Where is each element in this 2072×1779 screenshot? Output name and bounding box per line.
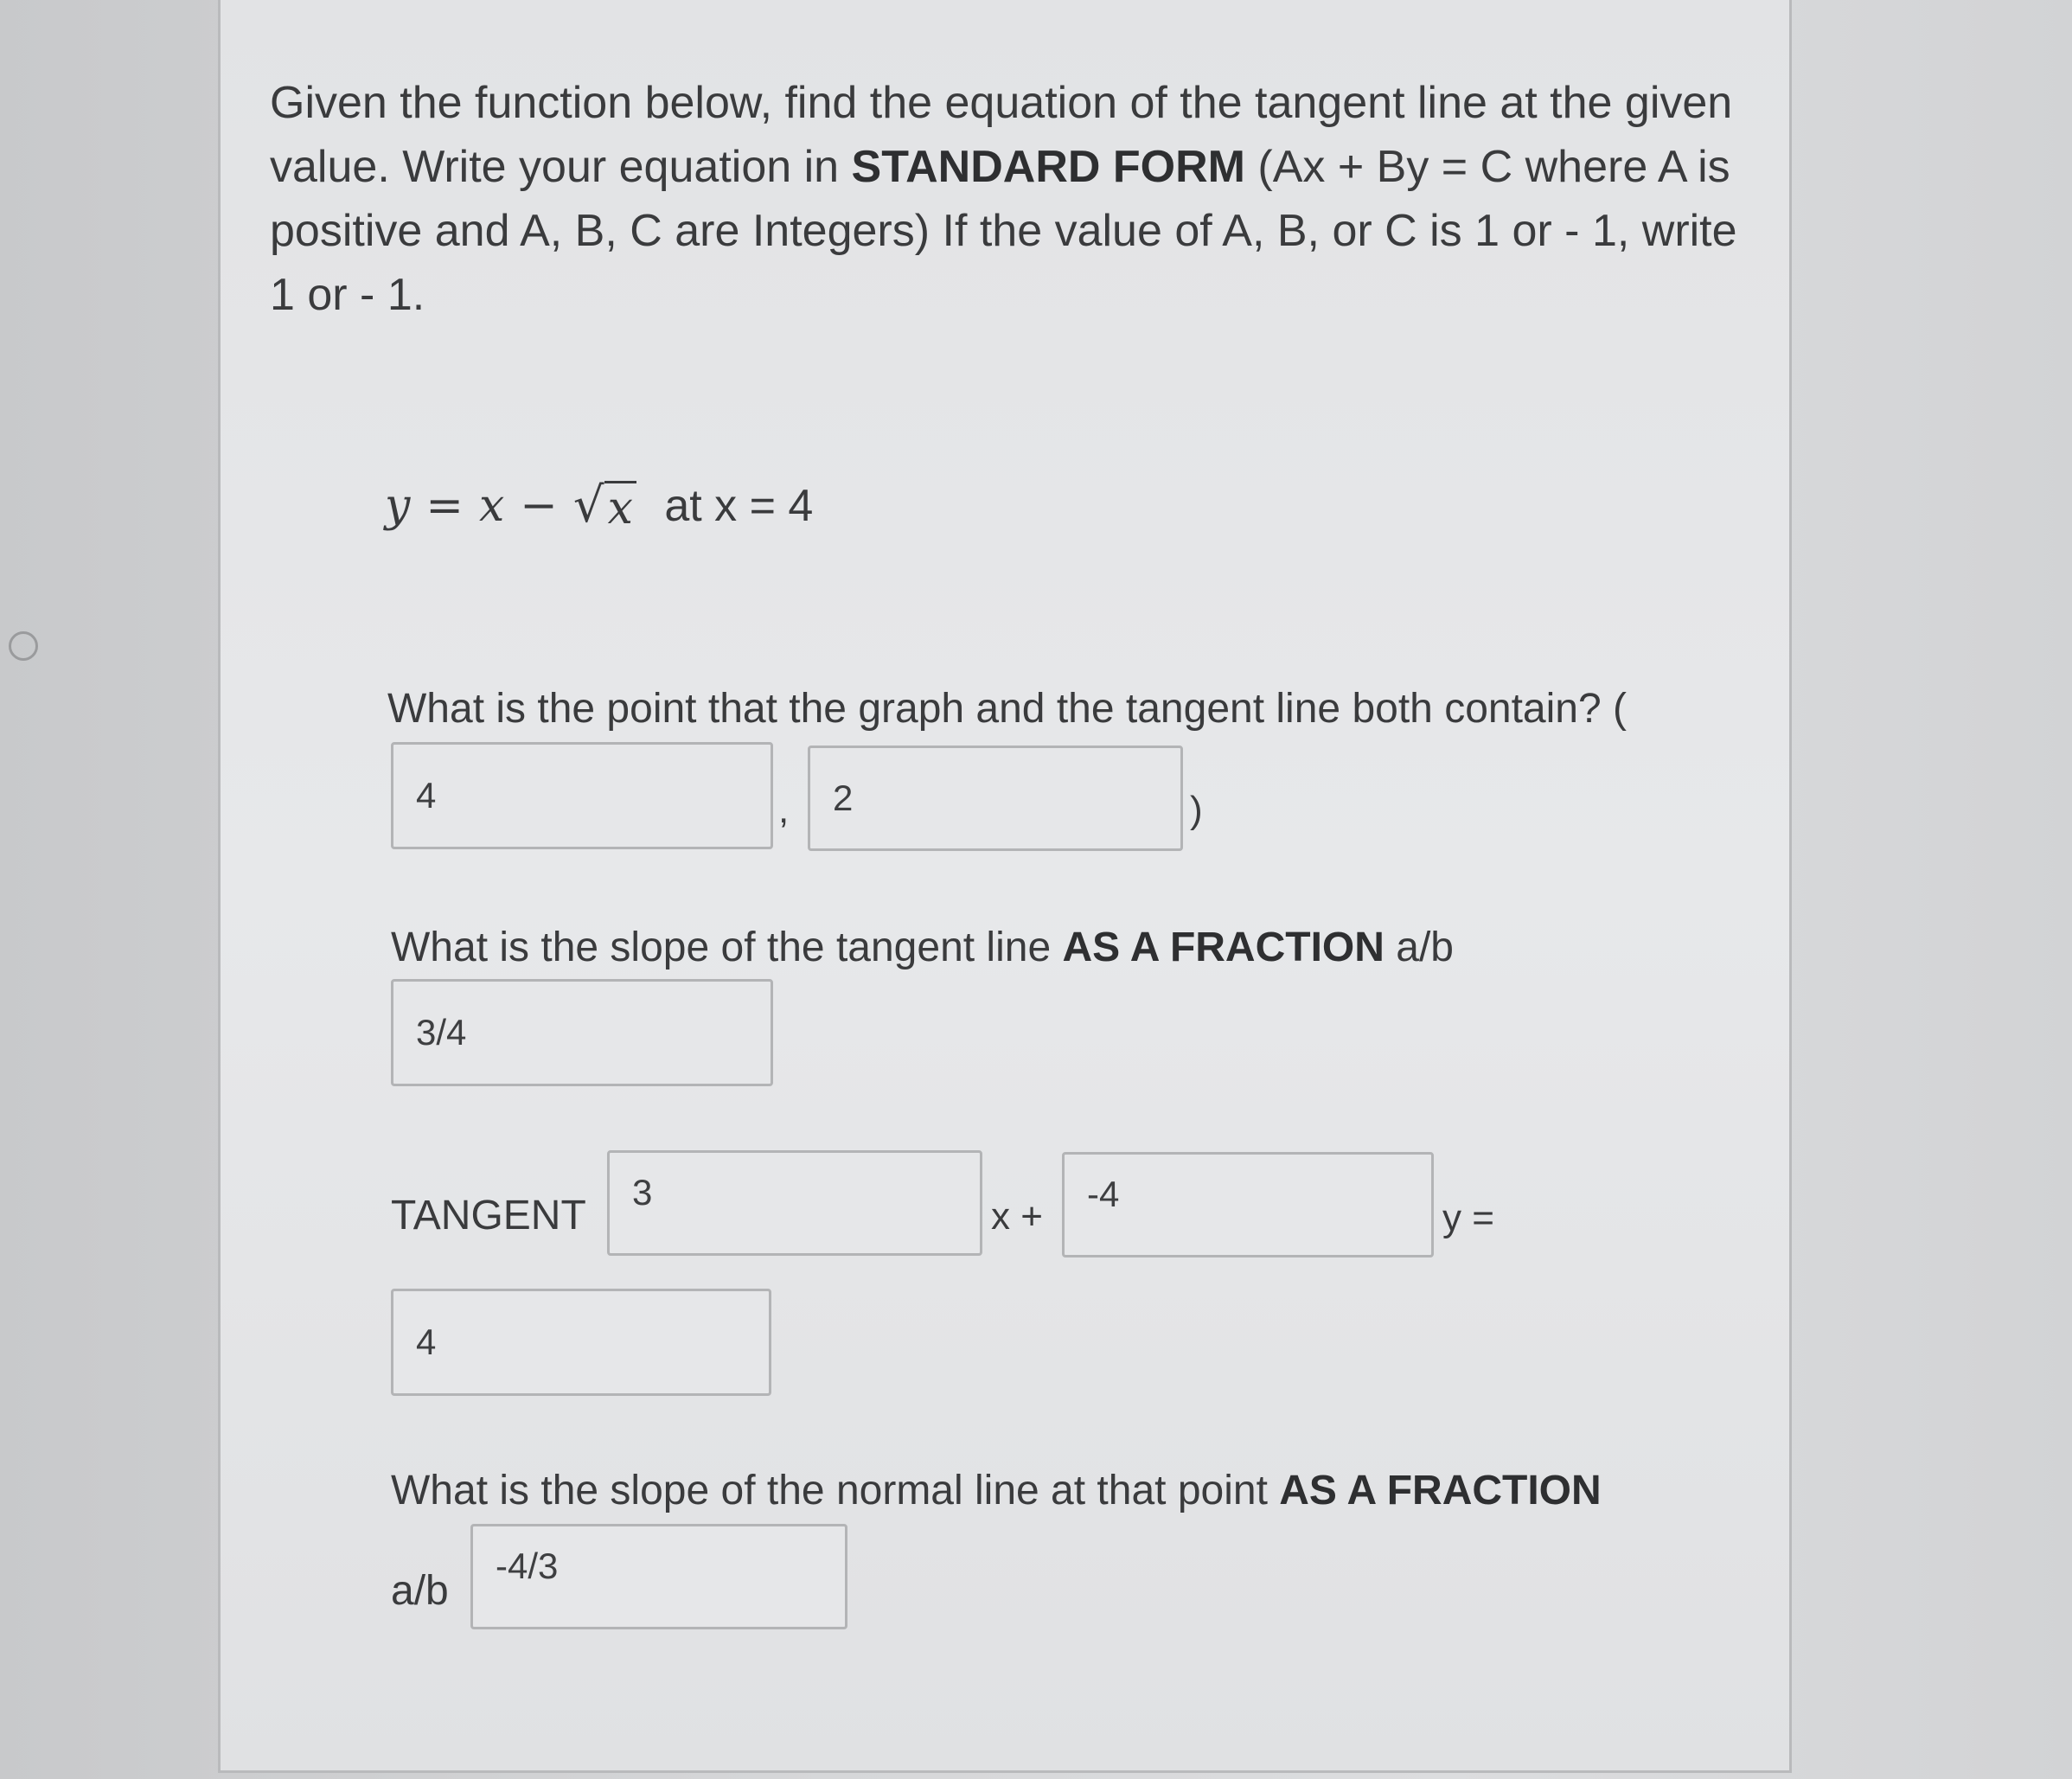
- instructions-standard-form: STANDARD FORM: [851, 142, 1245, 192]
- tangent-c-input[interactable]: 4: [391, 1289, 771, 1396]
- point-comma: ,: [778, 789, 790, 831]
- tangent-slope-label-suffix: a/b: [1384, 925, 1454, 970]
- math-minus: −: [520, 479, 558, 532]
- math-y: y: [385, 479, 411, 532]
- radical-sign: √: [572, 477, 604, 534]
- normal-slope-input[interactable]: -4/3: [470, 1524, 847, 1629]
- normal-slope-label: [391, 1467, 1602, 1514]
- tangent-x-plus: x +: [991, 1195, 1043, 1238]
- instructions-text-2: (Ax + By = C where A is positive and A, B, C are Integers) If the value of A, B, or C is 1 or - 1, write 1 or - 1.: [270, 142, 1737, 320]
- function-expression: [385, 477, 813, 534]
- question-instructions: [270, 71, 1757, 327]
- normal-slope-prefix: a/b: [391, 1568, 449, 1614]
- tangent-b-input[interactable]: -4: [1062, 1152, 1434, 1257]
- math-equals: =: [425, 479, 464, 532]
- normal-slope-label-bold: AS A FRACTION: [1279, 1468, 1602, 1513]
- radio-icon: [9, 631, 38, 661]
- tangent-slope-label: [391, 924, 1454, 971]
- tangent-a-input[interactable]: 3: [607, 1150, 982, 1256]
- math-at-x: at x = 4: [651, 480, 814, 531]
- math-radicand: x: [604, 481, 636, 534]
- tangent-equation-label: TANGENT: [391, 1193, 586, 1238]
- math-sqrt: [573, 477, 636, 534]
- tangent-y-equals: y =: [1442, 1197, 1494, 1239]
- point-y-input[interactable]: 2: [808, 746, 1183, 851]
- point-question-label: What is the point that the graph and the tangent line both contain? (: [387, 686, 1627, 732]
- normal-slope-label-plain: What is the slope of the normal line at that point: [391, 1468, 1280, 1513]
- tangent-slope-label-plain: What is the slope of the tangent line: [391, 925, 1063, 970]
- point-x-input[interactable]: 4: [391, 742, 773, 849]
- instructions-text-1: Given the function below, find the equation of the tangent line at the given value. Write your equation in: [270, 78, 1733, 192]
- math-x: x: [478, 479, 505, 532]
- tangent-slope-label-bold: AS A FRACTION: [1062, 925, 1385, 970]
- tangent-slope-input[interactable]: 3/4: [391, 979, 773, 1086]
- point-close-paren: ): [1190, 789, 1203, 831]
